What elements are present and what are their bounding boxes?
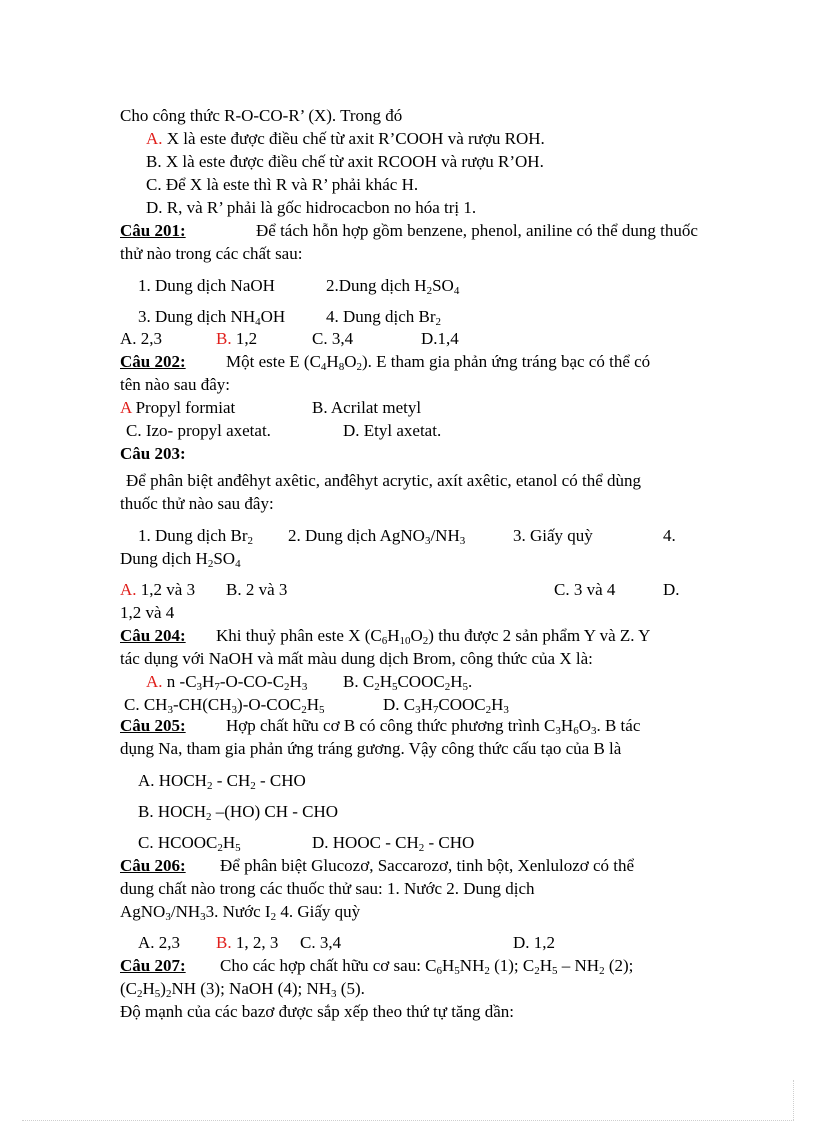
q202-option-a: A Propyl formiat (120, 398, 236, 417)
q206-answer-b: B. 1, 2, 3 (216, 933, 279, 952)
q201-answer-d: D.1,4 (421, 329, 459, 348)
q206-stem-line2: dung chất nào trong các thuốc thử sau: 1. Nước 2. Dung dịch (120, 879, 535, 898)
q204-stem-line1: Câu 204: Khi thuỷ phân este X $(C_6H_{10}O_2)$ thu được 2 sản phẩm Y và Z. Y (120, 626, 651, 647)
q202-stem-line1: Câu 202: Một este E $(C_4H_8O_2)$. E tham gia phản ứng tráng bạc có thể có (120, 352, 651, 373)
intro-option-c: C. Để X là este thì R và R’ phải khác H. (146, 175, 419, 194)
q205-stem-line1: Câu 205: Hợp chất hữu cơ B có công thức phương trình $C_3H_6O_3$. B tác (120, 716, 641, 737)
q202-option-c: C. Izo- propyl axetat. (126, 421, 271, 440)
q204-option-b: B. $C_2H_5COOC_2H_5$. (343, 672, 473, 693)
q201-answer-a: A. 2,3 (120, 329, 163, 348)
q205-stem-line2: dụng Na, tham gia phản ứng tráng gương. Vậy công thức cấu tạo của B là (120, 739, 622, 758)
intro-option-a: A. X là este được điều chế từ axit R’COOH và rượu ROH. (146, 129, 545, 148)
question-label: Câu 206: (120, 856, 186, 875)
q204-stem-line2: tác dụng với NaOH và mất màu dung dịch Brom, công thức của X là: (120, 649, 593, 668)
q207-stem-line2: $(C_2H_5)_2NH$ (3); NaOH (4); $NH_3$ (5). (120, 979, 365, 1000)
q206-answer-c: C. 3,4 (300, 933, 342, 952)
question-label: Câu 207: (120, 956, 186, 975)
q201-reagent-2: 2.Dung dịch $H_2SO_4$ (326, 276, 460, 297)
q205-option-d: D. HOOC - $CH_2$ - CHO (312, 833, 475, 854)
q206-answer-d: D. 1,2 (513, 933, 556, 952)
q203-answer-a: A. 1,2 và 3 (120, 580, 196, 599)
q203-reagent-4-number: 4. (663, 526, 676, 545)
q203-answer-c: C. 3 và 4 (554, 580, 616, 599)
q201-stem-line2: thử nào trong các chất sau: (120, 244, 303, 263)
intro-option-b: B. X là este được điều chế từ axit RCOOH và rượu R’OH. (146, 152, 544, 171)
q201-reagent-3: 3. Dung dịch $NH_4OH$ (138, 307, 286, 328)
q203-reagent-1: 1. Dung dịch $Br_2$ (138, 526, 254, 547)
question-label: Câu 205: (120, 716, 186, 735)
q201-reagent-1: 1. Dung dịch NaOH (138, 276, 275, 295)
q201-answer-c: C. 3,4 (312, 329, 354, 348)
q206-answer-a: A. 2,3 (138, 933, 181, 952)
q203-label: Câu 203: (120, 444, 186, 463)
question-label: Câu 201: (120, 221, 186, 240)
q201-answer-b: B. 1,2 (216, 329, 258, 348)
q207-stem-line1: Câu 207: Cho các hợp chất hữu cơ sau: $C_6H_5NH_2$ (1); $C_2H_5 - NH_2$ (2); (120, 956, 634, 977)
q201-stem-line1: Câu 201: Để tách hỗn hợp gồm benzene, phenol, aniline có thể dung thuốc (120, 221, 698, 240)
q203-stem-line1: Để phân biệt anđêhyt axêtic, anđêhyt acrytic, axít axêtic, etanol có thể dùng (126, 471, 641, 490)
q205-option-a: A. $HOCH_2 - CH_2$ - CHO (138, 771, 306, 792)
q204-option-d: D. $C_3H_7COOC_2H_3$ (383, 695, 509, 716)
q206-stem-line1: Câu 206: Để phân biệt Glucozơ, Saccarozơ, tinh bột, Xenlulozơ có thể (120, 856, 635, 875)
q206-stem-line3: $AgNO_3/NH_33$. Nước $I_2$ 4. Giấy quỳ (120, 902, 361, 923)
q202-stem-line2: tên nào sau đây: (120, 375, 230, 394)
q204-option-a: A. n $-C_3H_7-O-CO-C_2H_3$ (146, 672, 308, 693)
page-right-border (793, 1080, 794, 1120)
q203-reagent-2: 2. Dung dịch $AgNO_3/NH_3$ (288, 526, 466, 547)
q203-reagent-4: Dung dịch $H_2SO_4$ (120, 549, 241, 570)
answer-letter: A. (146, 129, 163, 148)
intro-stem: Cho công thức R-O-CO-R’ (X). Trong đó (120, 106, 403, 125)
q203-answer-b: B. 2 và 3 (226, 580, 288, 599)
intro-option-d: D. R, và R’ phải là gốc hidrocacbon no hóa trị 1. (146, 198, 477, 217)
q203-answer-d: D. (663, 580, 680, 599)
q201-reagent-4: 4. Dung dịch $Br_2$ (326, 307, 442, 328)
question-label: Câu 204: (120, 626, 186, 645)
q202-option-d: D. Etyl axetat. (343, 421, 442, 440)
q205-option-b: B. $HOCH_2$ –(HO) CH - CHO (138, 802, 339, 823)
q204-option-c: C. $CH_3-CH(CH_3)-O-COC_2H_5$ (124, 695, 325, 716)
question-label: Câu 202: (120, 352, 186, 371)
q207-stem-line3: Độ mạnh của các bazơ được sắp xếp theo thứ tự tăng dần: (120, 1002, 514, 1021)
q202-option-b: B. Acrilat metyl (312, 398, 422, 417)
q205-option-c: C. $HCOOC_2H_5$ (138, 833, 241, 854)
q203-reagent-3: 3. Giấy quỳ (513, 526, 593, 545)
q203-stem-line2: thuốc thử nào sau đây: (120, 494, 274, 513)
page-bottom-border (22, 1120, 794, 1121)
q203-answer-d-text: 1,2 và 4 (120, 603, 175, 622)
